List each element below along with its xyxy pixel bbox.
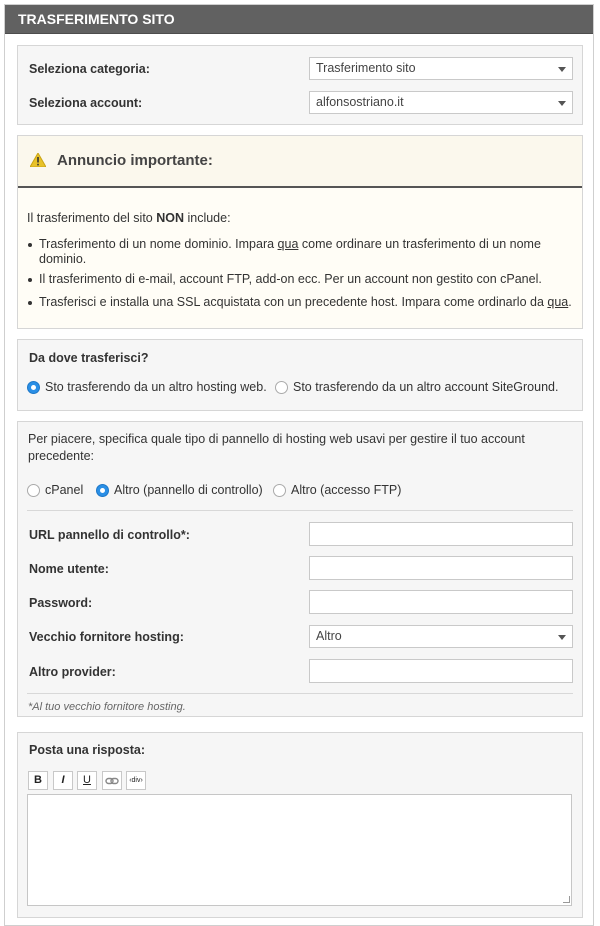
- radio-siteground-account-label[interactable]: Sto trasferendo da un altro account SiteGround.: [293, 380, 559, 394]
- chevron-down-icon: [558, 101, 566, 106]
- bullet-dot: [28, 301, 32, 305]
- panel-type-panel: [17, 421, 583, 717]
- bullet-1-line-2: dominio.: [39, 252, 87, 266]
- username-input[interactable]: [309, 556, 573, 580]
- intro-text-end: include:: [184, 211, 231, 225]
- panel-question-line-2: precedente:: [28, 449, 95, 463]
- warning-icon: [30, 153, 46, 167]
- domain-transfer-link[interactable]: qua: [277, 237, 299, 251]
- radio-other-hosting[interactable]: [27, 381, 40, 394]
- url-label: URL pannello di controllo*:: [29, 528, 190, 542]
- notice-heading: Annuncio importante:: [57, 152, 213, 169]
- underline-button[interactable]: U: [77, 771, 97, 790]
- old-provider-select[interactable]: [309, 625, 573, 648]
- control-panel-url-input[interactable]: [309, 522, 573, 546]
- category-select[interactable]: [309, 57, 573, 80]
- source-panel: [17, 339, 583, 411]
- divider: [27, 693, 573, 694]
- other-provider-label: Altro provider:: [29, 665, 116, 679]
- radio-siteground-account[interactable]: [275, 381, 288, 394]
- bullet-dot: [28, 243, 32, 247]
- notice-header: [18, 136, 582, 188]
- bullet-1-text: Trasferimento di un nome dominio. Impara: [39, 237, 278, 251]
- password-input[interactable]: [309, 590, 573, 614]
- footnote: *Al tuo vecchio fornitore hosting.: [28, 701, 186, 713]
- other-provider-input[interactable]: [309, 659, 573, 683]
- account-label: Seleziona account:: [29, 96, 143, 110]
- old-provider-label: Vecchio fornitore hosting:: [29, 630, 184, 644]
- password-label: Password:: [29, 596, 93, 610]
- bullet-1-text-end: come ordinare un trasferimento di un nome: [298, 237, 541, 251]
- intro-text: Il trasferimento del sito: [27, 211, 157, 225]
- reply-panel: [17, 732, 583, 918]
- selector-panel: [17, 45, 583, 125]
- source-question: Da dove trasferisci?: [29, 351, 149, 365]
- page-frame: [4, 4, 594, 926]
- chevron-down-icon: [558, 635, 566, 640]
- reply-textarea[interactable]: [27, 794, 572, 906]
- resize-grip-icon[interactable]: [563, 896, 570, 903]
- bullet-1-line-1: [39, 237, 541, 252]
- radio-cpanel-label[interactable]: cPanel: [45, 483, 84, 497]
- radio-other-ftp-label[interactable]: Altro (accesso FTP): [291, 483, 402, 497]
- ssl-order-link[interactable]: qua: [547, 295, 569, 309]
- radio-other-control-panel[interactable]: [96, 484, 109, 497]
- account-select[interactable]: [309, 91, 573, 114]
- notice-panel: [17, 135, 583, 329]
- radio-other-hosting-label[interactable]: Sto trasferendo da un altro hosting web.: [45, 380, 267, 394]
- bold-button[interactable]: B: [28, 771, 48, 790]
- radio-other-control-panel-label[interactable]: Altro (pannello di controllo): [114, 483, 263, 497]
- reply-label: Posta una risposta:: [29, 743, 145, 757]
- account-value: alfonsostriano.it: [316, 95, 404, 109]
- intro-bold: NON: [156, 211, 184, 225]
- category-label: Seleziona categoria:: [29, 62, 150, 76]
- bullet-dot: [28, 278, 32, 282]
- link-icon: [105, 776, 119, 786]
- italic-button[interactable]: I: [53, 771, 73, 790]
- category-value: Trasferimento sito: [316, 61, 416, 75]
- old-provider-value: Altro: [316, 629, 342, 643]
- bullet-2: Il trasferimento di e-mail, account FTP, add-on ecc. Per un account non gestito con cPanel.: [39, 272, 542, 286]
- chevron-down-icon: [558, 67, 566, 72]
- div-button[interactable]: ‹div›: [126, 771, 146, 790]
- link-button[interactable]: [102, 771, 122, 790]
- radio-other-ftp[interactable]: [273, 484, 286, 497]
- divider: [27, 510, 573, 511]
- bullet-3-text: Trasferisci e installa una SSL acquistata con un precedente host. Impara come ordinarlo da: [39, 295, 548, 309]
- bullet-3: [39, 295, 572, 310]
- panel-question-line-1: Per piacere, specifica quale tipo di pannello di hosting web usavi per gestire il tuo account: [28, 432, 525, 446]
- page-title: TRASFERIMENTO SITO: [5, 5, 593, 34]
- bullet-3-text-end: .: [568, 295, 572, 309]
- radio-cpanel[interactable]: [27, 484, 40, 497]
- notice-intro: [27, 211, 231, 226]
- username-label: Nome utente:: [29, 562, 109, 576]
